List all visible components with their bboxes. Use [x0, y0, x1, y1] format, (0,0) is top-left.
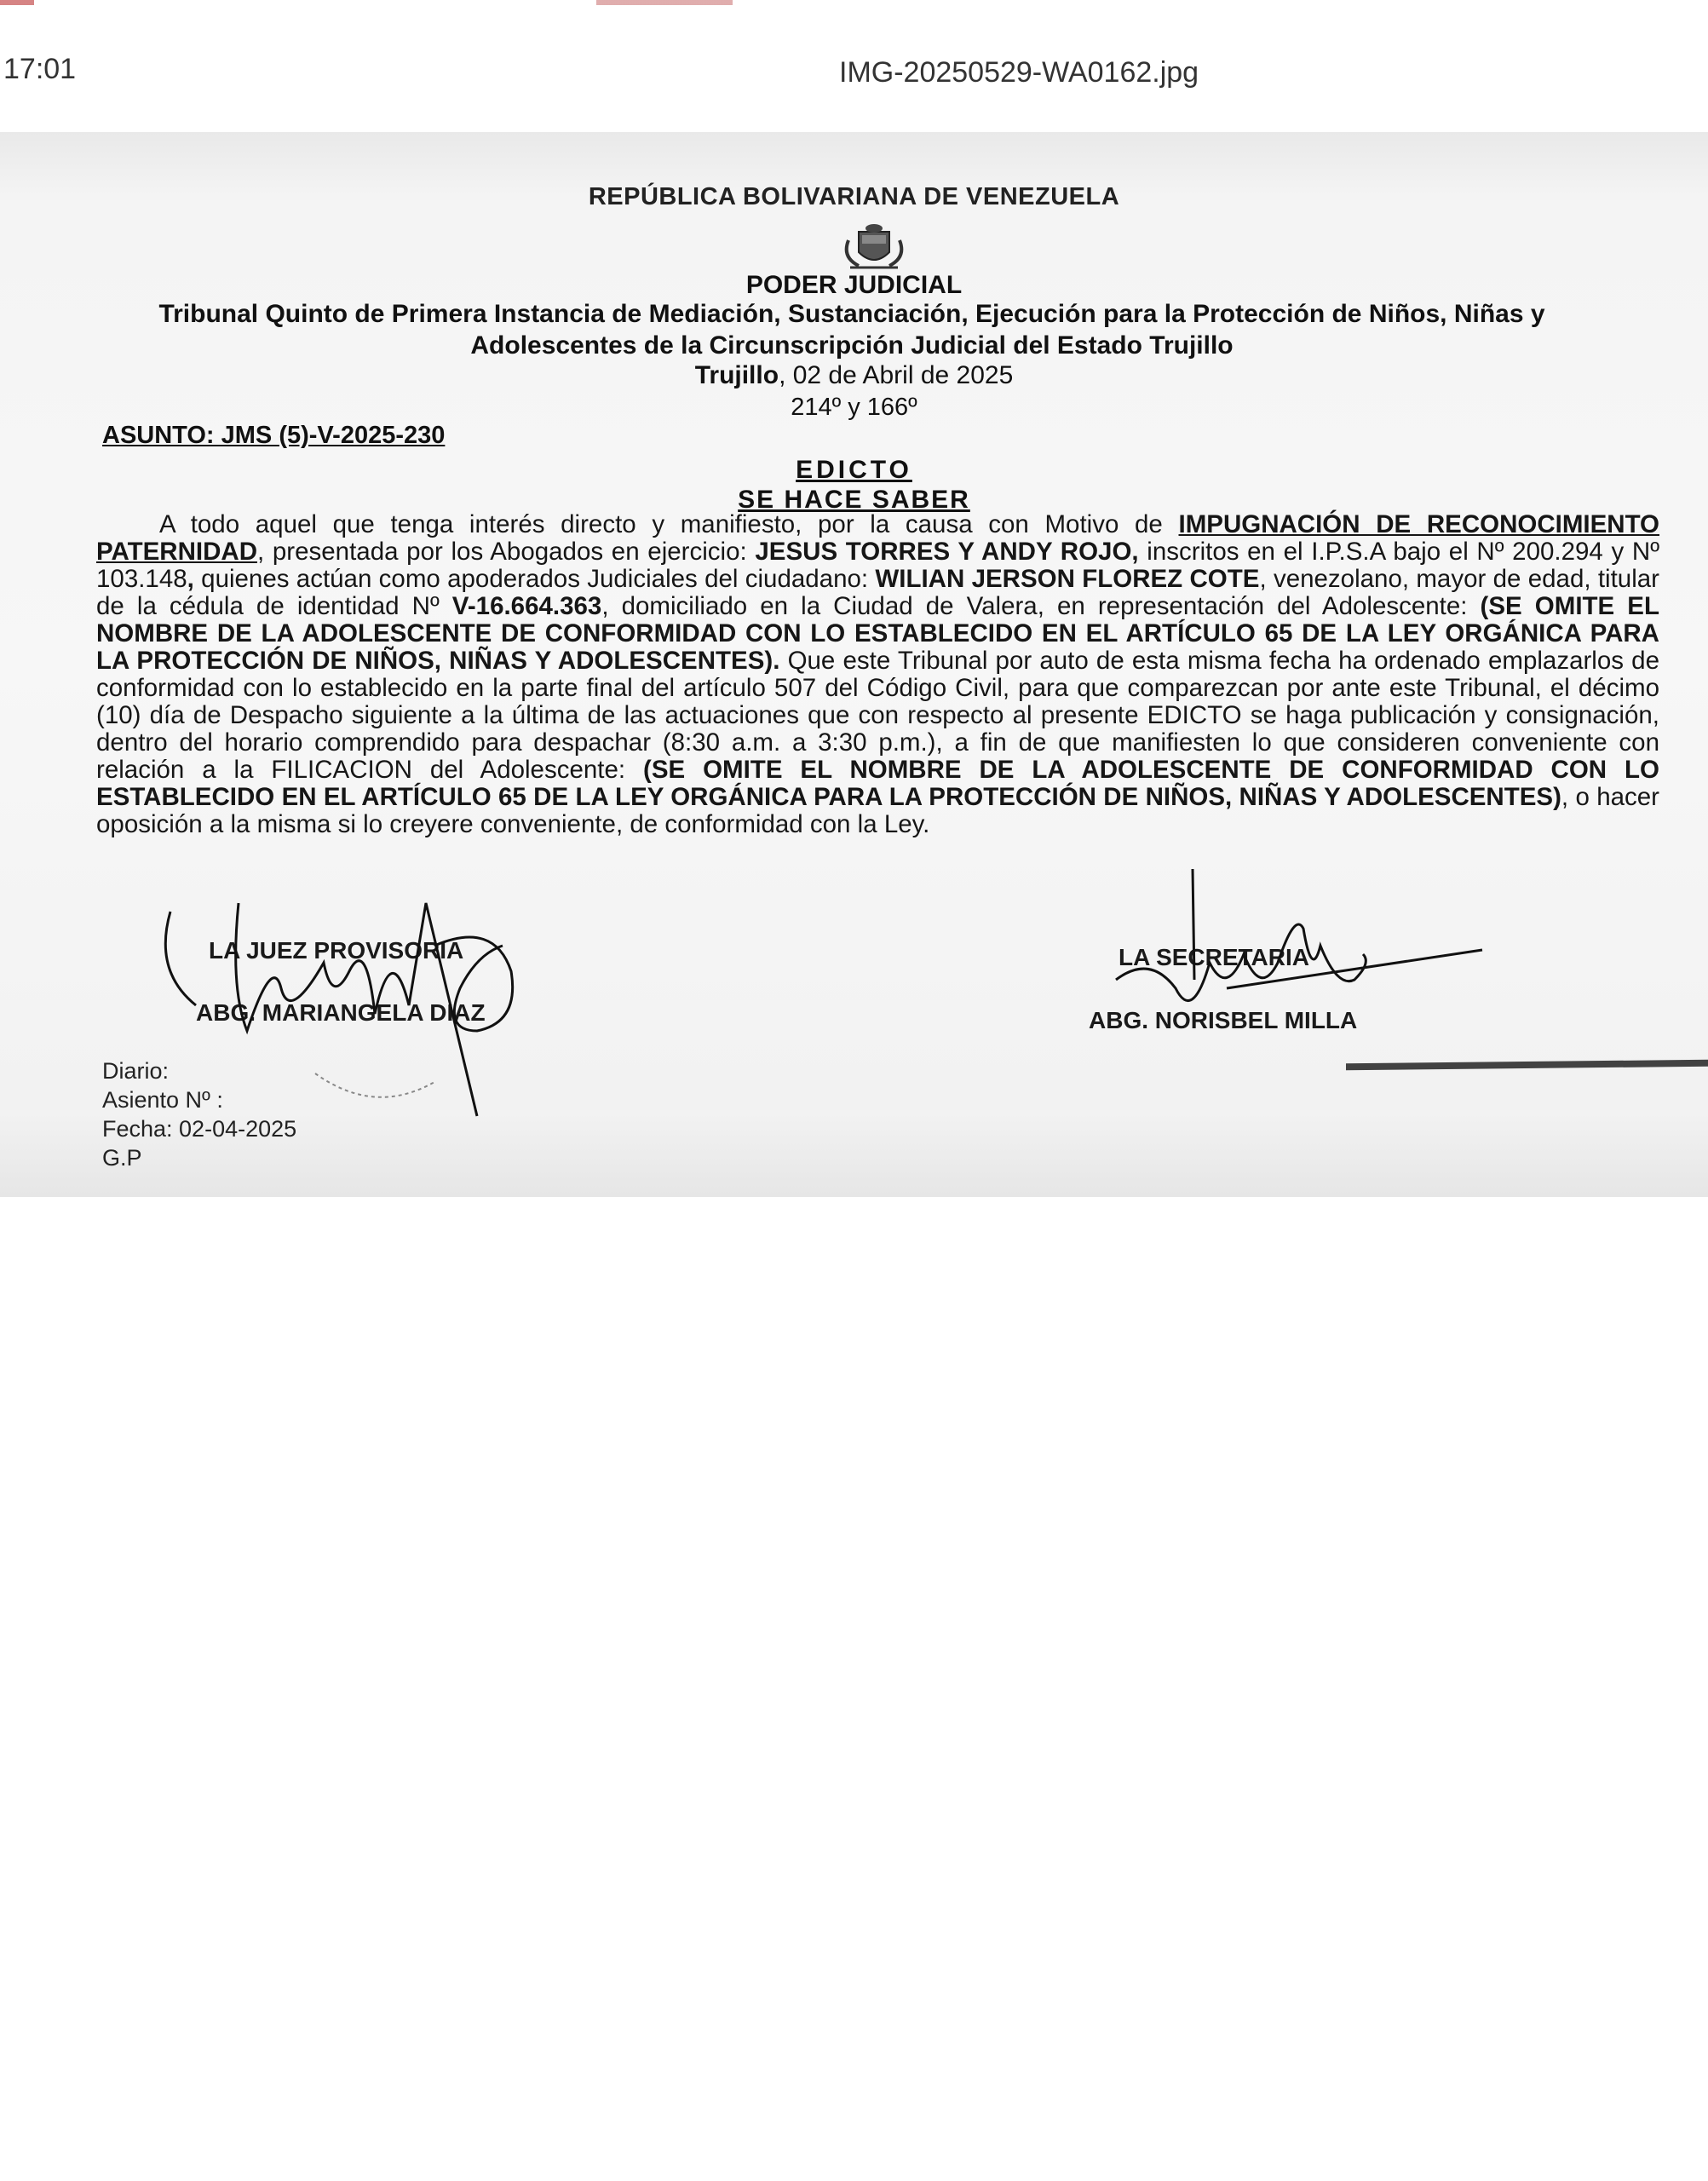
tribunal-heading: Tribunal Quinto de Primera Instancia de Mediación, Sustanciación, Ejecución para la Protección de Niños, Niñas y Adolescentes de la Circunscripción Judicial del Estado Trujillo: [158, 300, 1545, 360]
asiento-label: Asiento Nº :: [102, 1087, 223, 1113]
judge-name: ABG. MARIANGELA DIAZ: [196, 999, 486, 1026]
print-header: [0, 51, 1708, 102]
motive: IMPUGNACIÓN DE RECONOCIMIENTO PATERNIDAD: [96, 510, 1659, 566]
body-text-6: , domiciliado en la Ciudad de Valera, en representación del Adolescente:: [601, 592, 1468, 620]
city: Trujillo: [694, 361, 779, 389]
secretary-title: LA SECRETARIA: [1119, 944, 1309, 970]
edict-body: [96, 511, 1659, 838]
body-text-7: Que este Tribunal por auto de esta misma fecha ha ordenado emplazarlos de conformidad con lo establecido en la parte final del artículo 507 del Código Civil, para que comparezcan por ante este Tribunal, el décimo (10) día de Despacho siguiente a la última de las actuaciones que con respecto al presente EDICTO se haga publicación y consignación, dentro del horario comprendido para despachar (8:30 a.m. a 3:30 p.m.), a fin de que manifiesten lo que consideren conveniente con relación a la FILICACION del Adolescente:: [96, 647, 1659, 784]
body-text-5: , venezolano, mayor de edad, titular de la cédula de identidad Nº: [96, 565, 1659, 620]
republic-heading: REPÚBLICA BOLIVARIANA DE VENEZUELA: [588, 183, 1120, 210]
years-line: 214º y 166º: [791, 394, 917, 421]
comma: ,: [187, 565, 194, 593]
initials: G.P: [102, 1145, 142, 1171]
edict-subtitle: SE HACE SABER: [738, 486, 970, 514]
diario-label: Diario:: [102, 1058, 170, 1084]
coat-of-arms-icon: [833, 223, 915, 273]
body-text-2: , presentada por los Abogados en ejercicio:: [257, 538, 747, 566]
print-time: 17:01: [3, 53, 77, 85]
secretary-signature-icon: [1099, 860, 1491, 1039]
judicial-power-heading: PODER JUDICIAL: [745, 271, 963, 299]
scan-smudge: [0, 0, 1708, 5]
registry-date: Fecha: 02-04-2025: [102, 1116, 297, 1142]
registry-notes: [102, 1056, 296, 1172]
citizen-name: WILIAN JERSON FLOREZ COTE: [875, 565, 1260, 593]
id-number: V-16.664.363: [451, 592, 602, 620]
omitted-name-notice-2: (SE OMITE EL NOMBRE DE LA ADOLESCENTE DE CONFORMIDAD CON LO ESTABLECIDO EN EL ARTÍCULO 65 DE LA LEY ORGÁNICA PARA LA PROTECCIÓN DE NIÑOS, NIÑAS Y ADOLESCENTES): [96, 756, 1659, 811]
case-number: ASUNTO: JMS (5)-V-2025-230: [102, 422, 446, 449]
secretary-name: ABG. NORISBEL MILLA: [1089, 1007, 1358, 1033]
omitted-name-notice-1: (SE OMITE EL NOMBRE DE LA ADOLESCENTE DE CONFORMIDAD CON LO ESTABLECIDO EN EL ARTÍCULO 65 DE LA LEY ORGÁNICA PARA LA PROTECCIÓN DE NIÑOS, NIÑAS Y ADOLESCENTES).: [96, 592, 1659, 675]
edict-title: EDICTO: [796, 456, 912, 484]
date-text: , 02 de Abril de 2025: [779, 361, 1014, 389]
body-text-8: , o hacer oposición a la misma si lo creyere conveniente, de conformidad con la Ley.: [96, 783, 1659, 838]
body-text-3: inscritos en el I.P.S.A bajo el Nº 200.294 y Nº 103.148: [96, 538, 1659, 593]
body-text-1: A todo aquel que tenga interés directo y manifiesto, por la causa con Motivo de: [159, 510, 1163, 538]
judge-title: LA JUEZ PROVISORIA: [209, 937, 464, 964]
body-text-4: quienes actúan como apoderados Judiciales del ciudadano:: [201, 565, 869, 593]
lawyers: JESUS TORRES Y ANDY ROJO,: [755, 538, 1139, 566]
document-date: [0, 361, 1708, 390]
print-filename: IMG-20250529-WA0162.jpg: [839, 56, 1199, 89]
